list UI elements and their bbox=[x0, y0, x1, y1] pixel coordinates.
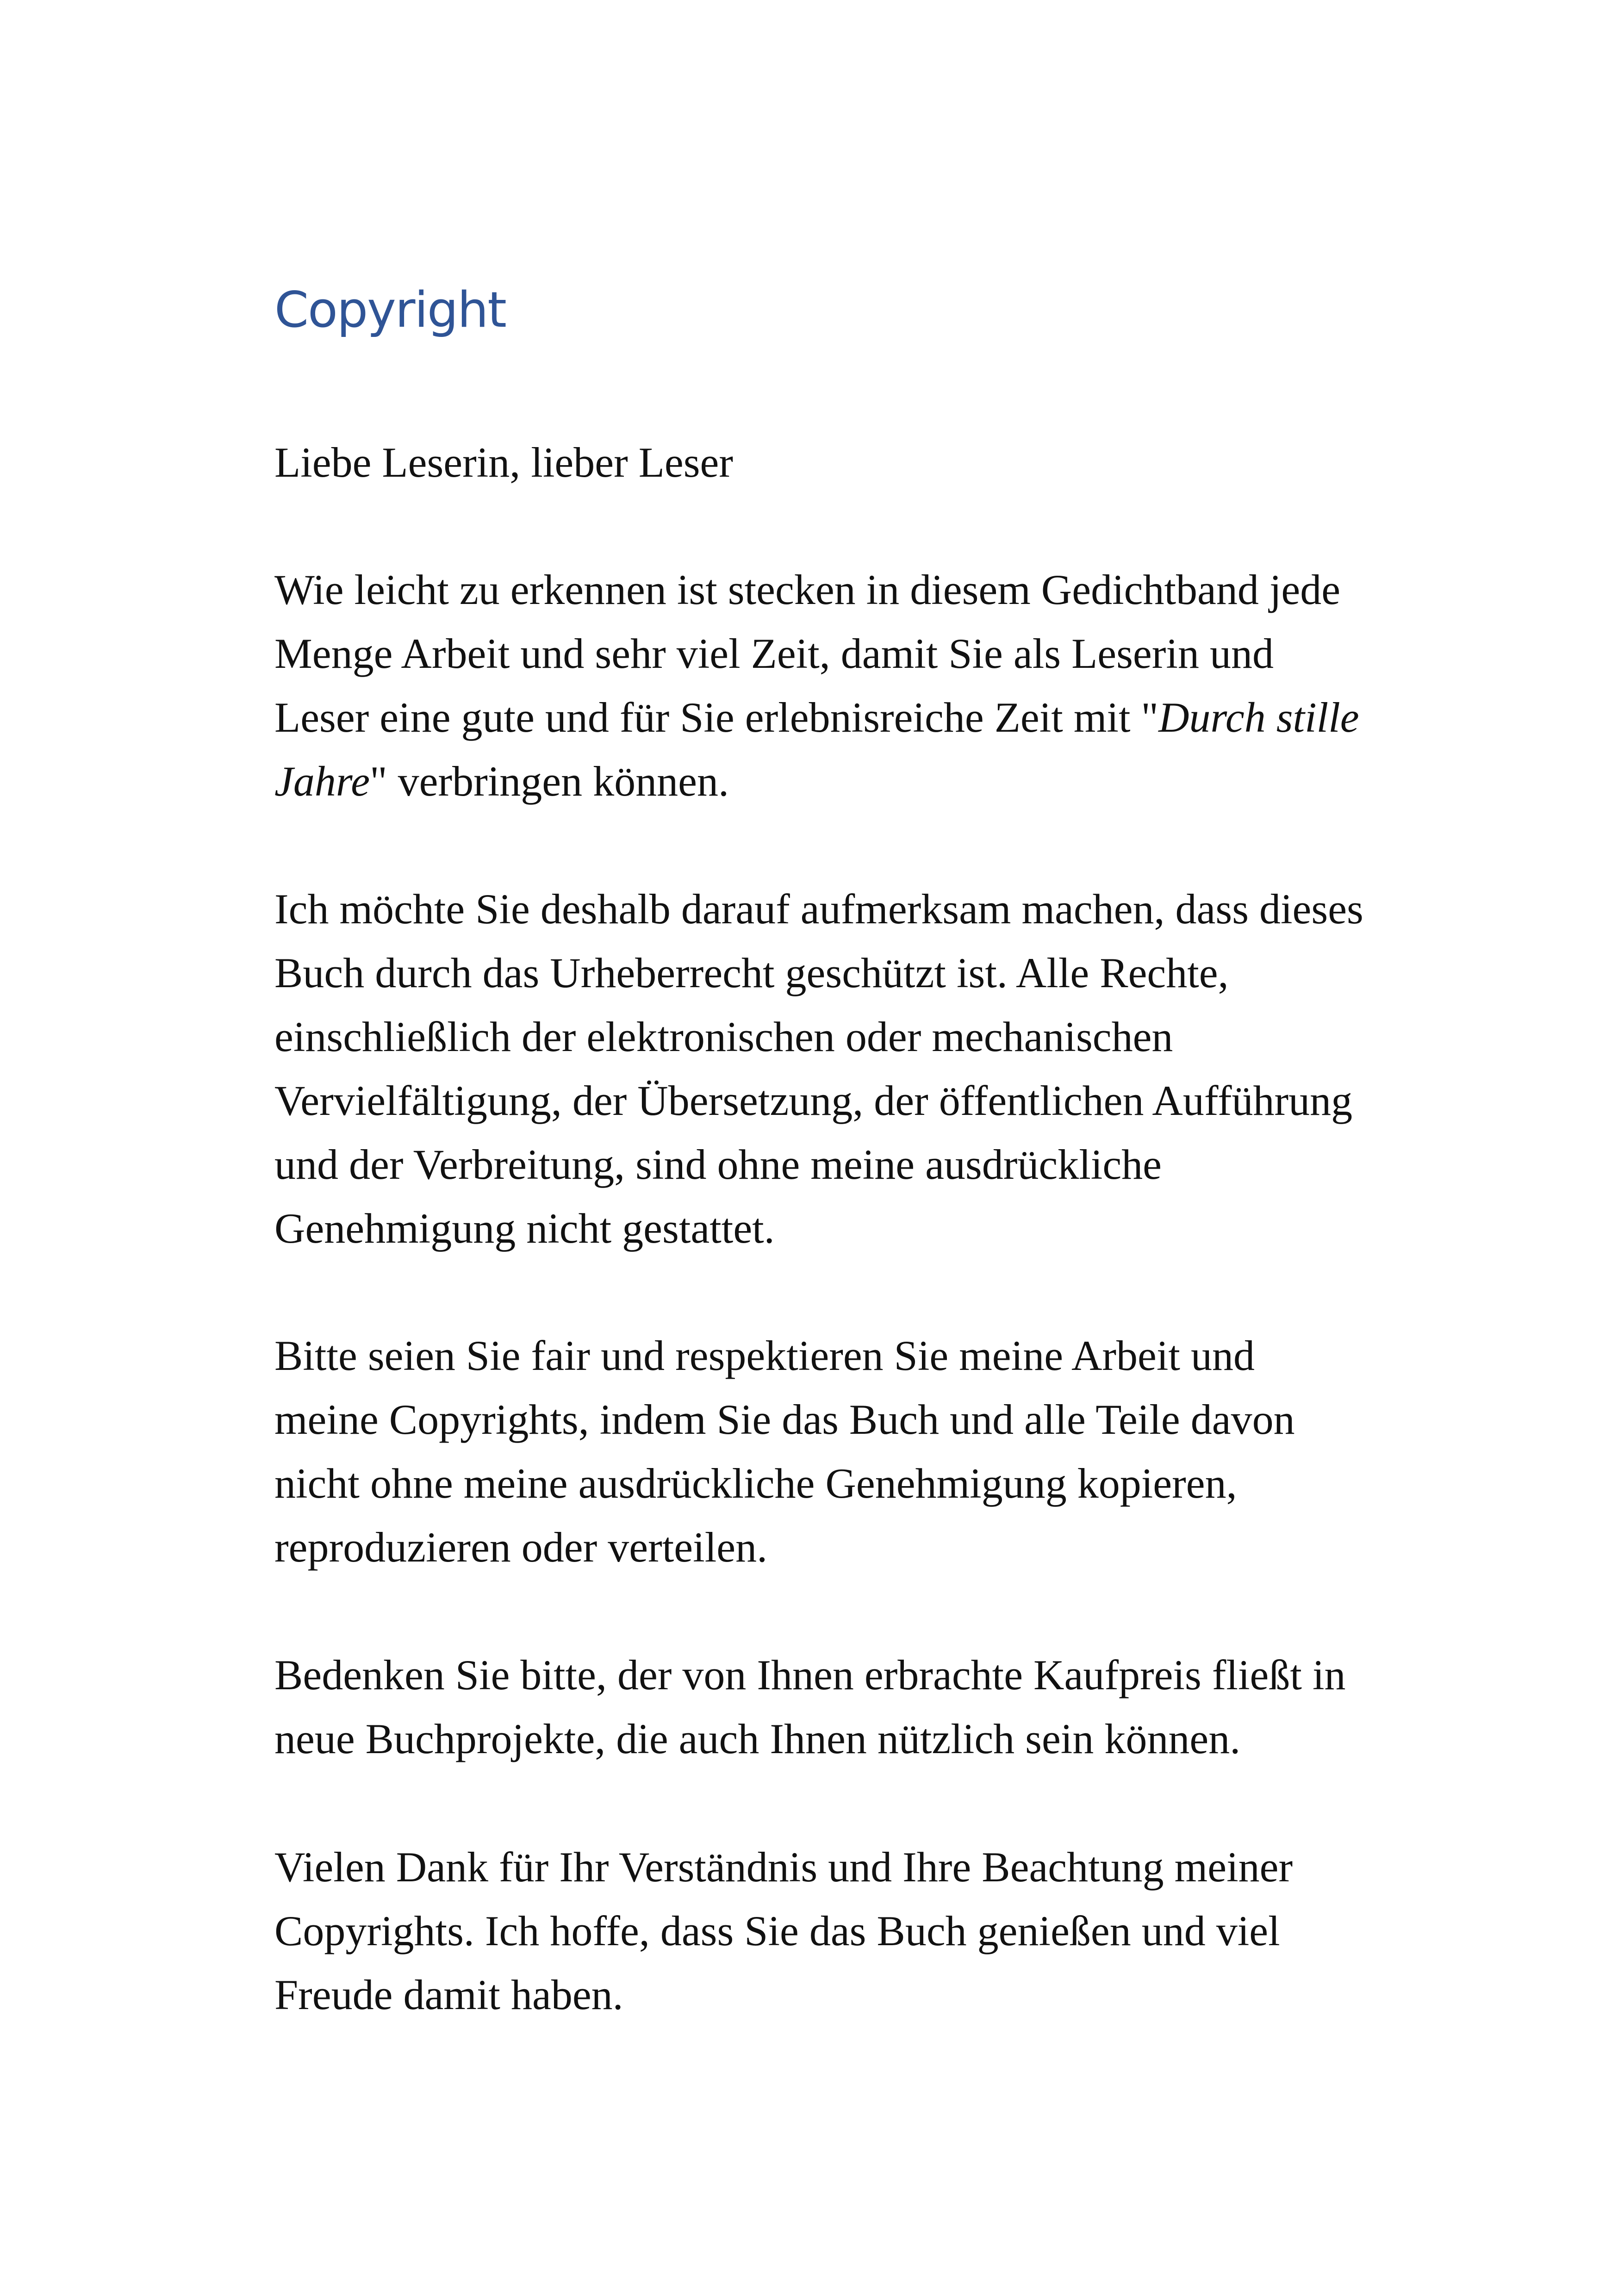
paragraph-intro-before: Wie leicht zu erkennen ist stecken in diesem Gedichtband jede Menge Arbeit und sehr viel Zeit, damit Sie als Leserin und Leser eine gute und für Sie erlebnisreiche Zeit mit " bbox=[274, 566, 1341, 741]
paragraph-fair-use-request: Bitte seien Sie fair und respektieren Sie meine Arbeit und meine Copyrights, indem Sie das Buch und alle Teile davon nicht ohne meine ausdrückliche Genehmigung kopieren, reproduzieren oder verteilen. bbox=[274, 1332, 1295, 1571]
paragraph-purchase-note: Bedenken Sie bitte, der von Ihnen erbrachte Kaufpreis fließt in neue Buchprojekte, die auch Ihnen nützlich sein können. bbox=[274, 1651, 1346, 1762]
page-content bbox=[274, 278, 1367, 2018]
paragraph-thanks: Vielen Dank für Ihr Verständnis und Ihre Beachtung meiner Copyrights. Ich hoffe, dass Sie das Buch genießen und viel Freude damit haben. bbox=[274, 1843, 1293, 2018]
page-title: Copyright bbox=[274, 281, 506, 338]
paragraph-copyright-notice: Ich möchte Sie deshalb darauf aufmerksam machen, dass dieses Buch durch das Urheberrecht geschützt ist. Alle Rechte, einschließlich der elektronischen oder mechanischen Vervielfältigung, der Übersetzung, der öffentlichen Aufführung und der Verbreitung, sind ohne meine ausdrückliche Genehmigung nicht gestattet. bbox=[274, 885, 1363, 1252]
salutation: Liebe Leserin, lieber Leser bbox=[274, 439, 734, 486]
book-title: Durch stille Jahre bbox=[274, 694, 1359, 805]
paragraph-intro bbox=[274, 558, 1367, 813]
paragraph-intro-after: " verbringen können. bbox=[370, 758, 729, 805]
